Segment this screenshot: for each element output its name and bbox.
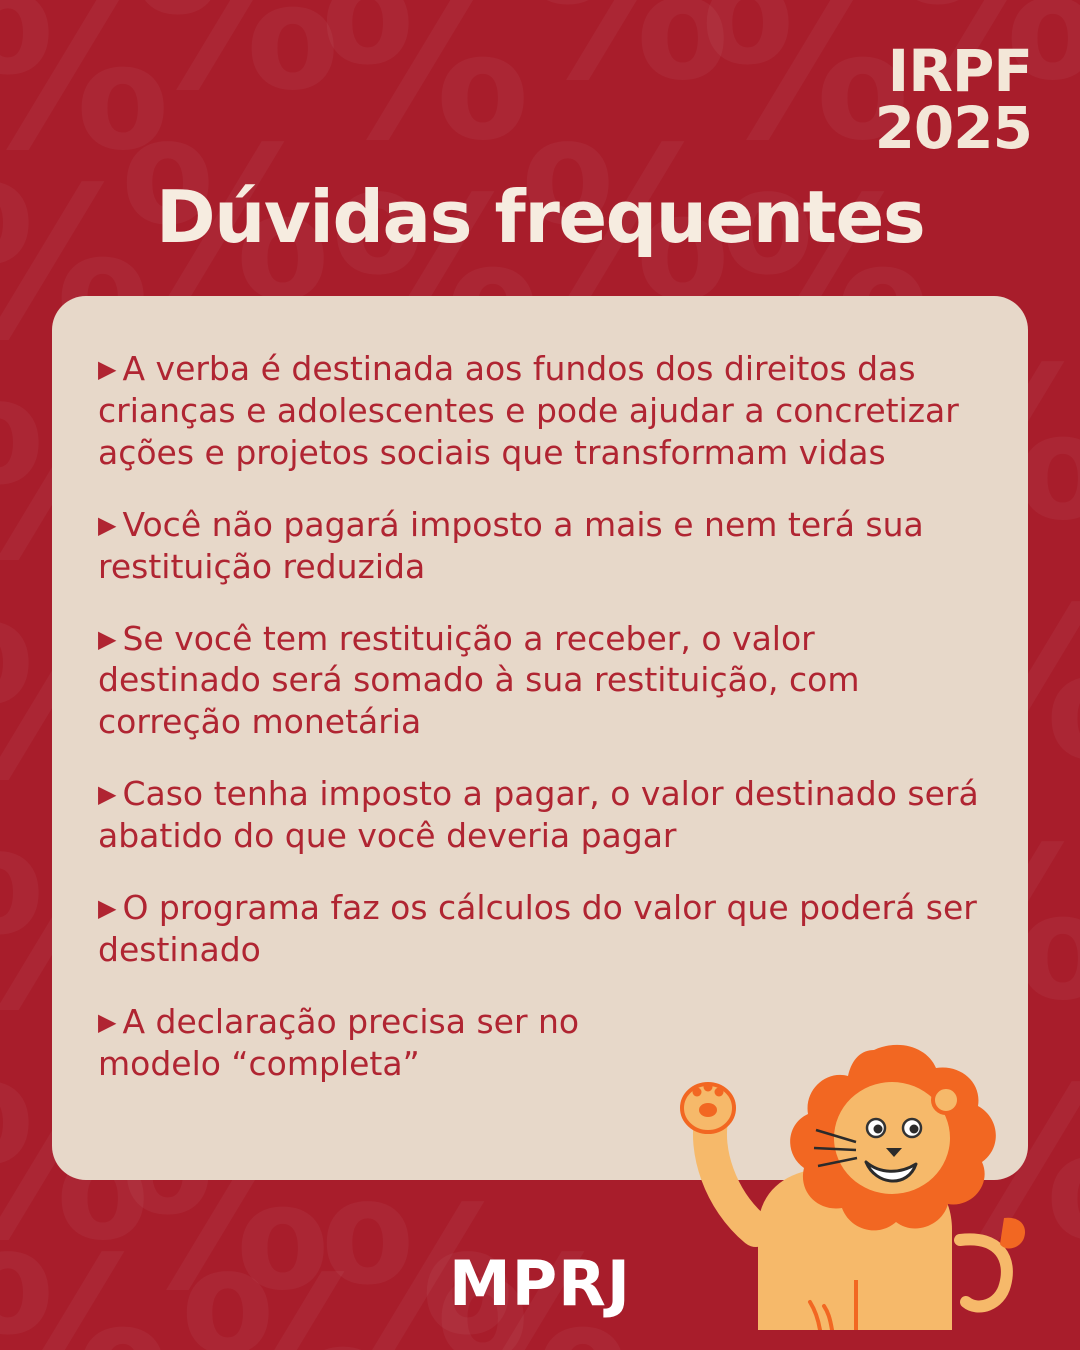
irpf-badge: [874, 37, 1032, 163]
list-item: [98, 348, 982, 474]
list-item: [98, 773, 982, 857]
triangle-bullet-icon: ▶: [98, 780, 117, 809]
lion-paw-pad: [699, 1103, 717, 1117]
lion-arm: [710, 1116, 756, 1230]
lion-paw-toe: [704, 1083, 713, 1092]
lion-paw-toe: [715, 1088, 724, 1097]
mprj-logo: MPRJ: [449, 1247, 631, 1320]
list-item: [98, 1001, 698, 1085]
triangle-bullet-icon: ▶: [98, 510, 117, 539]
list-item-text: Se você tem restituição a receber, o valor destinado será somado à sua restituição, com correção monetária: [98, 618, 860, 742]
list-item: [98, 887, 982, 971]
list-item: [98, 504, 982, 588]
page-title: Dúvidas frequentes: [155, 175, 925, 259]
list-item-text: Você não pagará imposto a mais e nem terá sua restituição reduzida: [98, 504, 924, 586]
list-item-text: A verba é destinada aos fundos dos direitos das crianças e adolescentes e pode ajudar a concretizar ações e projetos sociais que transformam vidas: [98, 349, 959, 472]
percent-icon: [130, 0, 340, 120]
lion-ear: [933, 1087, 959, 1113]
list-item-text: Caso tenha imposto a pagar, o valor destinado será abatido do que você deveria pagar: [98, 774, 979, 856]
irpf-badge-line1: IRPF: [887, 37, 1032, 105]
percent-icon: [320, 0, 530, 170]
list-item-text: A declaração precisa ser no modelo “completa”: [98, 1001, 580, 1083]
percent-icon: [0, 0, 170, 180]
lion-paw-toe: [693, 1088, 702, 1097]
lion-pupil-left: [874, 1125, 883, 1134]
triangle-bullet-icon: ▶: [98, 355, 117, 383]
lion-pupil-right: [910, 1125, 919, 1134]
triangle-bullet-icon: ▶: [98, 624, 117, 653]
triangle-bullet-icon: ▶: [98, 894, 117, 923]
lion-tail-tuft: [1000, 1218, 1025, 1249]
list-item-text: O programa faz os cálculos do valor que poderá ser destinado: [98, 888, 977, 969]
triangle-bullet-icon: ▶: [98, 1007, 117, 1036]
percent-icon: [520, 0, 730, 110]
irpf-badge-line2: 2025: [874, 94, 1032, 163]
list-item: [98, 618, 982, 744]
